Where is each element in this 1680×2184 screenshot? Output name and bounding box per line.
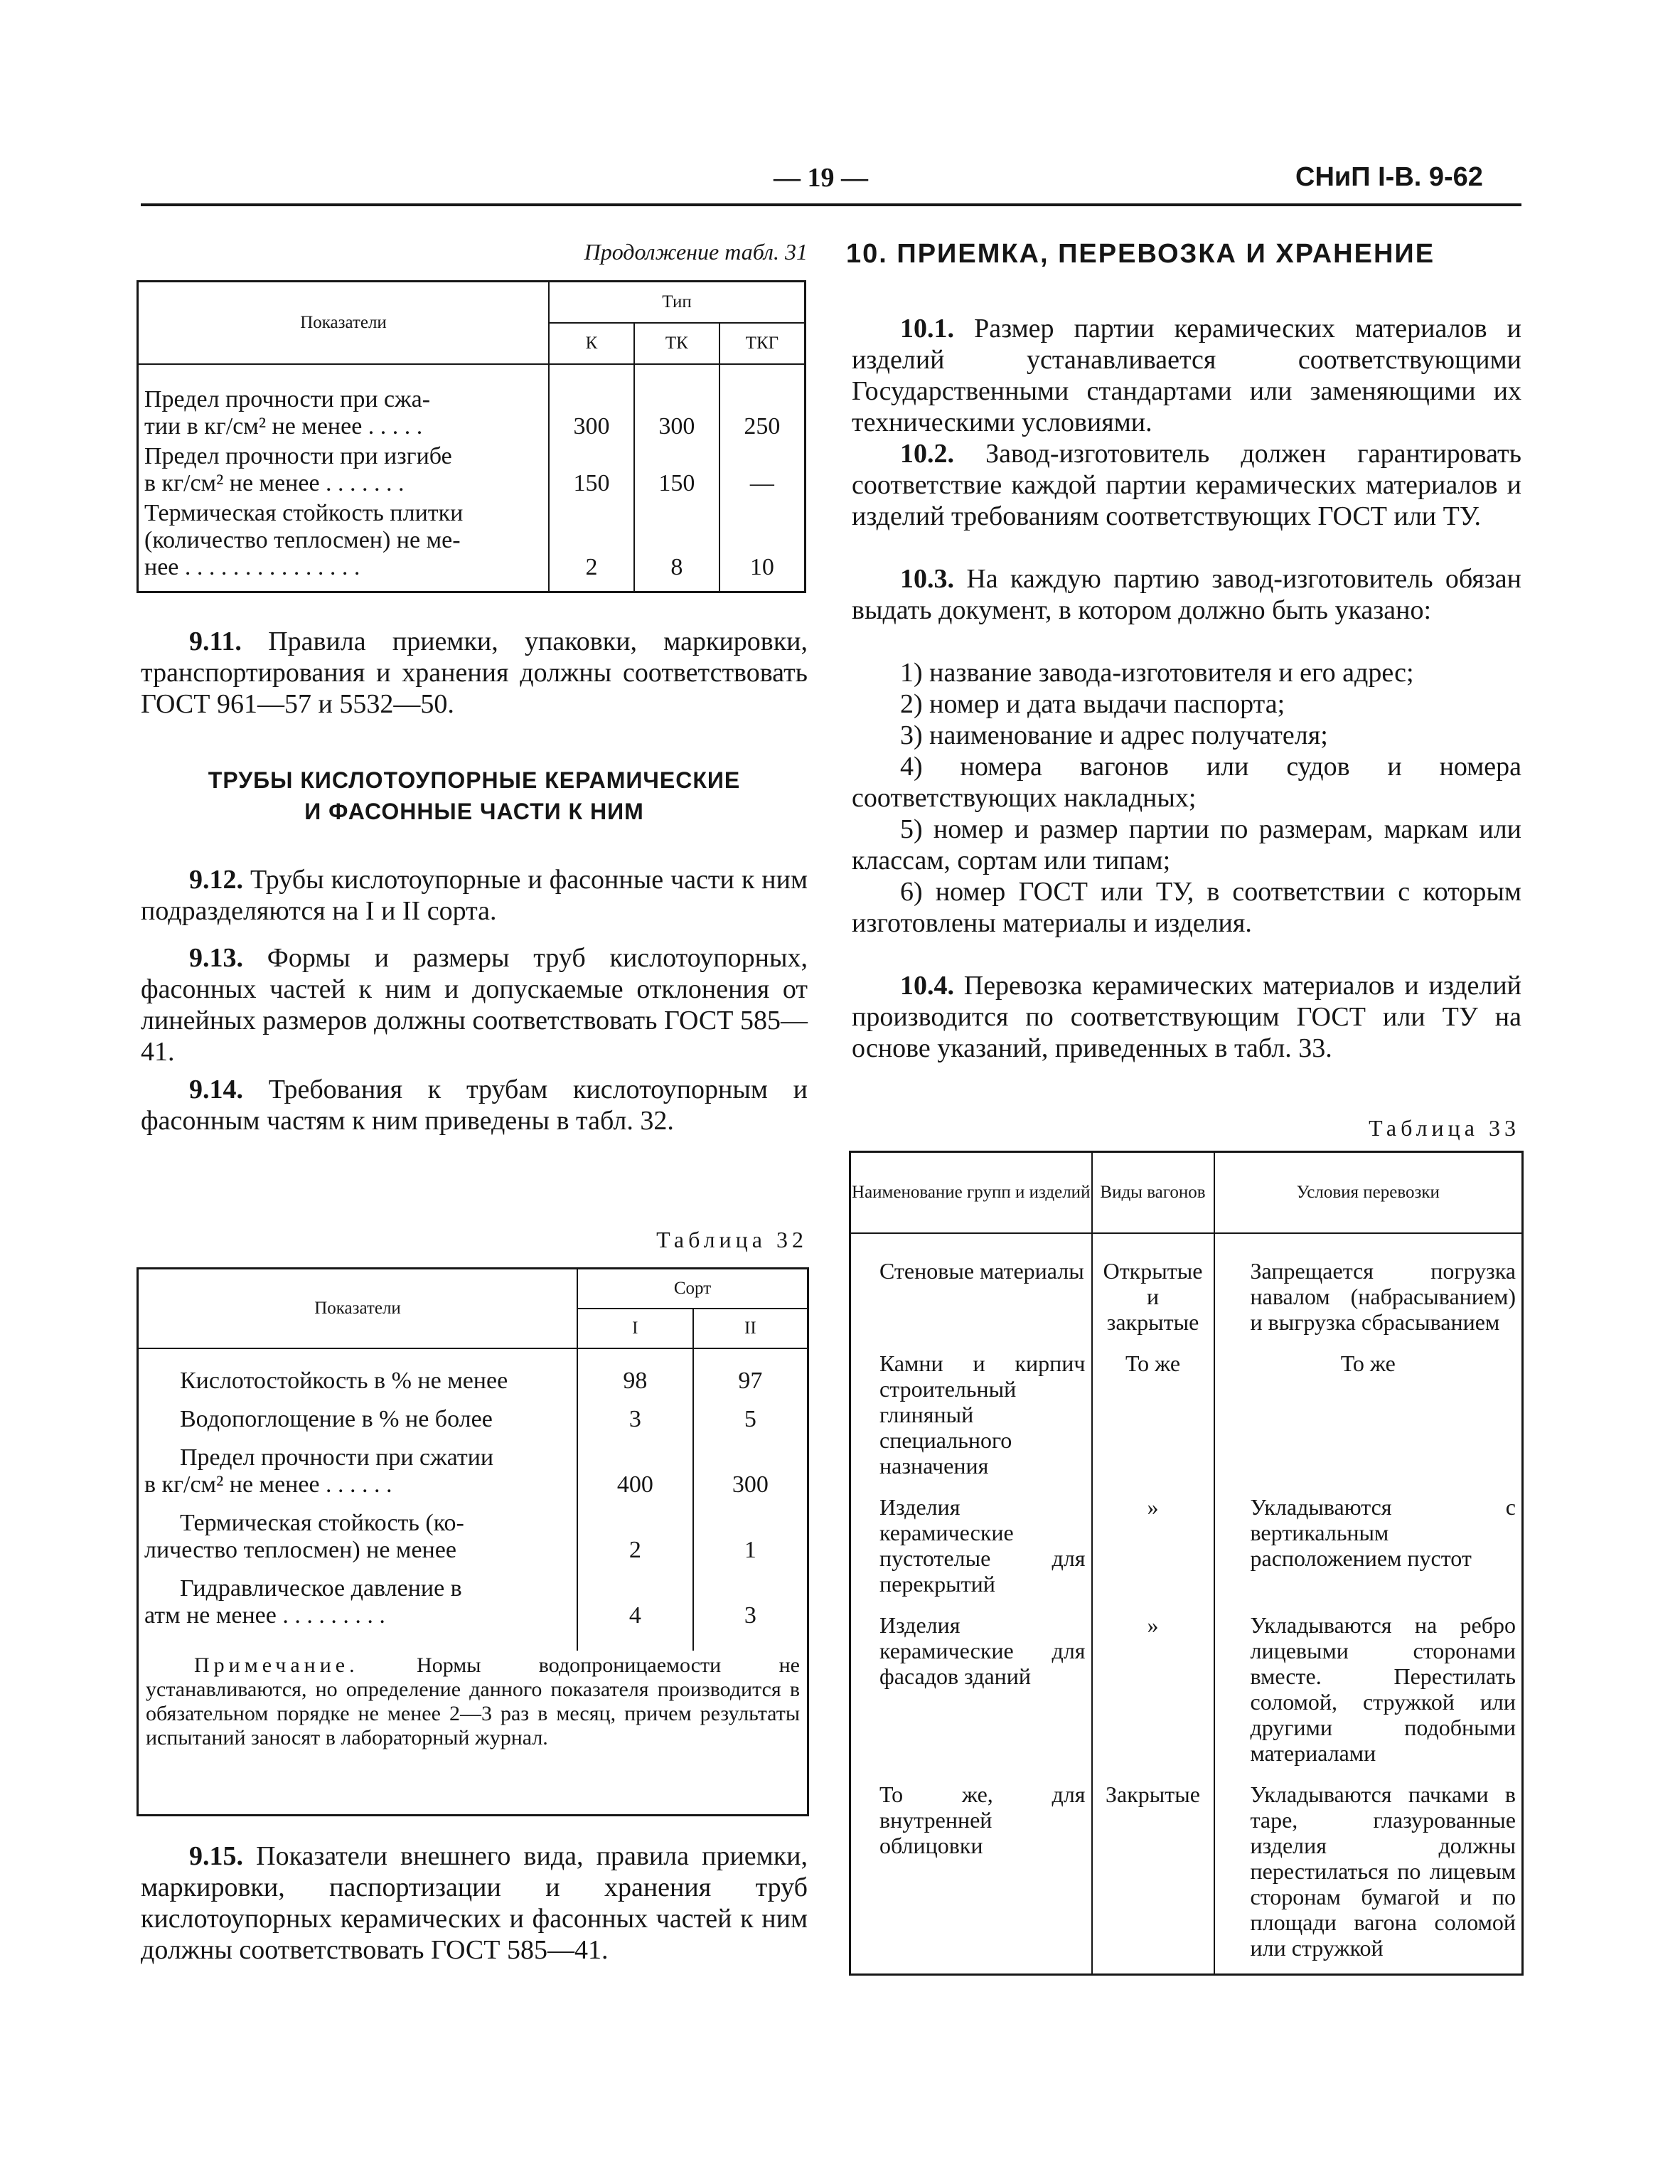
table31-row-label: Предел прочности при изгибе в кг/см² не менее . . . . . . . xyxy=(138,442,550,499)
table31-cell: 8 xyxy=(634,499,719,592)
table31-cell: 150 xyxy=(634,442,719,499)
table33-conditions-cell: Укладываются с вертикальным расположением пустот xyxy=(1250,1494,1516,1571)
paragraph-10-4: 10.4. Перевозка керамических материалов и изделий производится по соответствующим ГОСТ или ТУ на основе указаний, приведенных в табл. 33. xyxy=(852,971,1521,1063)
subsection-heading: ТРУБЫ КИСЛОТОУПОРНЫЕ КЕРАМИЧЕСКИЕ И ФАСОННЫЕ ЧАСТИ К НИМ xyxy=(208,767,741,824)
paragraph-9-13: 9.13. Формы и размеры труб кислотоупорных, фасонных частей к ним и допускаемые отклонения от линейных размеров должны соответствовать ГОСТ 585—41. xyxy=(141,943,808,1067)
table-row xyxy=(139,1348,807,1396)
list-item: 2) номер и дата выдачи паспорта; xyxy=(900,689,1285,719)
table31-row-label: Предел прочности при сжа- тии в кг/см² не менее . . . . . xyxy=(138,364,550,442)
table-row xyxy=(139,1565,807,1651)
table33-wagon-cell: Закрытые xyxy=(1092,1779,1214,1975)
table-row xyxy=(850,1233,1523,1348)
table32-header-indicator: Показатели xyxy=(139,1269,577,1348)
table-row xyxy=(850,1609,1523,1779)
table-row xyxy=(138,364,806,442)
table33-conditions-cell: Укладываются на ребро лицевыми сторонами вместе. Перестилать соломой, стружкой или другими подобными материалами xyxy=(1250,1612,1516,1766)
table32-header-grade-1: II xyxy=(693,1309,807,1348)
table-row xyxy=(850,1779,1523,1975)
table32-cell: 400 xyxy=(577,1434,693,1500)
table31-row-label: Термическая стойкость плитки (количество теплосмен) не ме- нее . . . . . . . . . . . . . . . xyxy=(138,499,550,592)
table33-conditions-cell: То же xyxy=(1340,1351,1396,1376)
table-row xyxy=(850,1348,1523,1491)
table31-caption: Продолжение табл. 31 xyxy=(584,239,808,265)
table33-conditions-cell: Запрещается погрузка навалом (набрасыванием) и выгрузка сбрасыванием xyxy=(1250,1258,1516,1335)
document-requirements-list xyxy=(852,657,1521,939)
table33-wagon-cell: Открытые и закрытые xyxy=(1092,1233,1214,1348)
table31-cell: 2 xyxy=(549,499,634,592)
table33-wagon-cell: » xyxy=(1092,1491,1214,1609)
list-item: 3) наименование и адрес получателя; xyxy=(900,720,1328,750)
table33-header-wagon: Виды вагонов xyxy=(1092,1152,1214,1234)
table31-cell: 300 xyxy=(549,364,634,442)
table32-cell: 1 xyxy=(744,1537,756,1563)
page-number: — 19 — xyxy=(774,163,868,193)
table31-cell: 150 xyxy=(549,442,634,499)
table31 xyxy=(137,280,806,593)
table32-cell: 300 xyxy=(732,1471,769,1498)
table33-group-cell: Изделия керамические для фасадов зданий xyxy=(850,1609,1092,1779)
table32-row-label: Водопоглощение в % не более xyxy=(139,1396,577,1434)
table31-cell: 300 xyxy=(634,364,719,442)
table31-header-type: Тип xyxy=(549,282,806,324)
table-row xyxy=(138,499,806,592)
list-item: 1) название завода-изготовителя и его адрес; xyxy=(900,658,1414,688)
table33-header-conditions: Условия перевозки xyxy=(1214,1152,1523,1234)
table32-cell: 3 xyxy=(577,1396,693,1434)
table33 xyxy=(849,1151,1524,1976)
table31-header-type-2: ТКГ xyxy=(719,323,806,364)
table31-cell: 10 xyxy=(749,554,774,580)
table31-header-indicator: Показатели xyxy=(138,282,550,365)
table33-group-cell: Камни и кирпич строительный глиняный специального назначения xyxy=(850,1348,1092,1491)
table32-caption: Таблица 32 xyxy=(656,1227,808,1252)
table32 xyxy=(139,1269,807,1651)
table32-cell: 3 xyxy=(744,1602,756,1629)
table-row xyxy=(850,1491,1523,1609)
table32-frame xyxy=(137,1267,809,1816)
paragraph-10-1: 10.1. Размер партии керамических материалов и изделий устанавливается соответствующими Государственными стандартами или заменяющими их техническими условиями. xyxy=(852,314,1522,437)
table32-row-label: Кислотостойкость в % не менее xyxy=(139,1348,577,1396)
table32-cell: 98 xyxy=(577,1348,693,1396)
table33-group-cell: Изделия керамические пустотелые для перекрытий xyxy=(850,1491,1092,1609)
table32-cell: 5 xyxy=(744,1406,756,1432)
header-rule xyxy=(141,203,1521,206)
table33-conditions-cell: Укладываются пачками в таре, глазурованные изделия должны перестилаться по лицевым сторонам бумагой и по площади вагона соломой или стружкой xyxy=(1250,1781,1516,1961)
table33-wagon-cell: » xyxy=(1092,1609,1214,1779)
table-row xyxy=(139,1434,807,1500)
table32-cell: 4 xyxy=(577,1565,693,1651)
paragraph-10-3: 10.3. На каждую партию завод-изготовитель обязан выдать документ, в котором должно быть указано: xyxy=(852,564,1521,625)
table31-cell: — xyxy=(749,470,774,496)
list-item: 5) номер и размер партии по размерам, маркам или классам, сортам или типам; xyxy=(852,814,1521,875)
paragraph-9-15: 9.15. Показатели внешнего вида, правила приемки, маркировки, паспортизации и хранения труб кислотоупорных керамических и фасонных частей к ним должны соответствовать ГОСТ 585—41. xyxy=(141,1841,808,1965)
table-row xyxy=(139,1500,807,1565)
paragraph-9-14: 9.14. Требования к трубам кислотоупорным и фасонным частям к ним приведены в табл. 32. xyxy=(141,1075,808,1136)
table32-cell: 97 xyxy=(738,1368,763,1394)
table32-note: Примечание. Нормы водопроницаемости не устанавливаются, но определение данного показателя производится в обязательном порядке не менее 2—3 раз в месяц, причем результаты испытаний заносят в лабораторный журнал. xyxy=(146,1653,800,1749)
table32-row-label: Предел прочности при сжатии в кг/см² не менее . . . . . . xyxy=(139,1434,577,1500)
table33-group-cell: Стеновые материалы xyxy=(850,1233,1092,1348)
section-10-heading: 10. ПРИЕМКА, ПЕРЕВОЗКА И ХРАНЕНИЕ xyxy=(846,239,1435,269)
table32-header-grade: Сорт xyxy=(577,1269,807,1309)
list-item: 6) номер ГОСТ или ТУ, в соответствии с которым изготовлены материалы и изделия. xyxy=(852,877,1521,938)
table32-cell: 2 xyxy=(577,1500,693,1565)
table31-cell: 250 xyxy=(744,413,781,440)
table31-header-type-1: ТК xyxy=(634,323,719,364)
paragraph-10-2: 10.2. Завод-изготовитель должен гарантировать соответствие каждой партии керамических материалов и изделий требованиям соответствующих ГОСТ или ТУ. xyxy=(852,439,1521,531)
paragraph-9-11: 9.11. Правила приемки, упаковки, маркировки, транспортирования и хранения должны соответствовать ГОСТ 961—57 и 5532—50. xyxy=(141,627,808,719)
table-row xyxy=(138,442,806,499)
table33-group-cell: То же, для внутренней облицовки xyxy=(850,1779,1092,1975)
table33-wagon-cell: То же xyxy=(1092,1348,1214,1491)
table-row xyxy=(139,1396,807,1434)
table33-caption: Таблица 33 xyxy=(1369,1115,1520,1141)
table33-header-group: Наименование групп и изделий xyxy=(850,1152,1092,1234)
table32-row-label: Термическая стойкость (ко- личество теплосмен) не менее xyxy=(139,1500,577,1565)
table32-header-grade-0: I xyxy=(577,1309,693,1348)
table31-header-type-0: К xyxy=(549,323,634,364)
document-code: СНиП I-В. 9-62 xyxy=(1295,162,1483,192)
table32-row-label: Гидравлическое давление в атм не менее . . . . . . . . . xyxy=(139,1565,577,1651)
list-item: 4) номера вагонов или судов и номера соответствующих накладных; xyxy=(852,752,1521,813)
paragraph-9-12: 9.12. Трубы кислотоупорные и фасонные части к ним подразделяются на I и II сорта. xyxy=(141,865,808,926)
